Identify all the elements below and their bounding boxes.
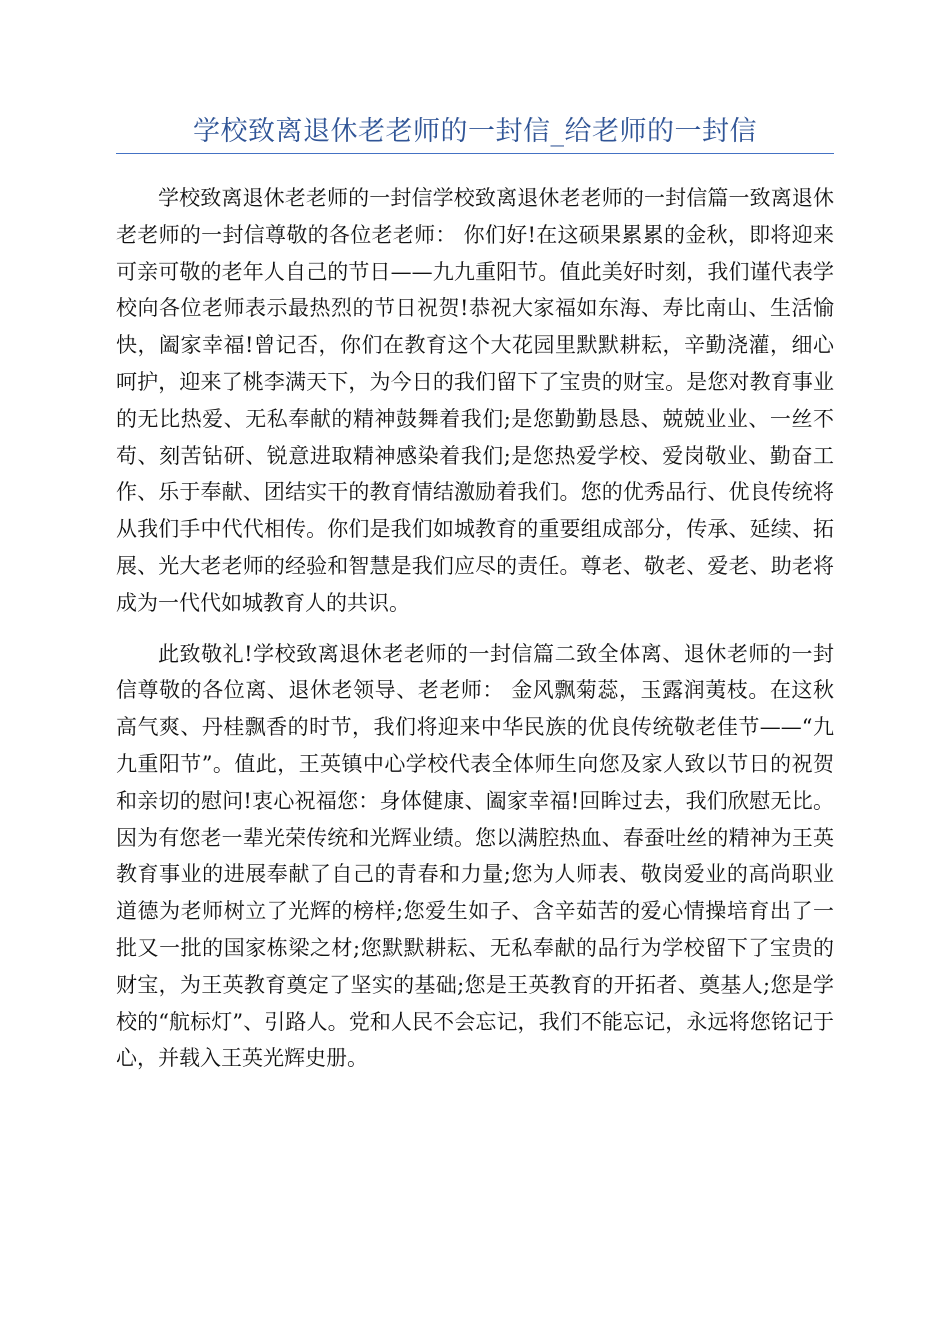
paragraph-2: 此致敬礼!学校致离退休老老师的一封信篇二致全体离、退休老师的一封信尊敬的各位离、退休老领导、老老师： 金风飘菊蕊，玉露润荑枝。在这秋高气爽、丹桂飘香的时节，我们将迎来中华民族的优良传统敬老佳节——“九九重阳节”。值此，王英镇中心学校代表全体师生向您及家人致以节日的祝贺和亲切的慰问!衷心祝福您：身体健康、阖家幸福!回眸过去，我们欣慰无比。因为有您老一辈光荣传统和光辉业绩。您以满腔热血、春蚕吐丝的精神为王英教育事业的进展奉献了自己的青春和力量;您为人师表、敬岗爱业的高尚职业道德为老师树立了光辉的榜样;您爱生如子、含辛茹苦的爱心情操培育出了一批又一批的国家栋梁之材;您默默耕耘、无私奉献的品行为学校留下了宝贵的财宝，为王英教育奠定了坚实的基础;您是王英教育的开拓者、奠基人;您是学校的“航标灯”、引路人。党和人民不会忘记，我们不能忘记，永远将您铭记于心，并载入王英光辉史册。 [116, 641, 834, 1071]
paragraph-1: 学校致离退休老老师的一封信学校致离退休老老师的一封信篇一致离退休老老师的一封信尊敬的各位老老师： 你们好!在这硕果累累的金秋，即将迎来可亲可敬的老年人自己的节日——九九重阳节。值此美好时刻，我们谨代表学校向各位老师表示最热烈的节日祝贺!恭祝大家福如东海、寿比南山、生活愉快，阖家幸福!曾记否，你们在教育这个大花园里默默耕耘，辛勤浇灌，细心呵护，迎来了桃李满天下，为今日的我们留下了宝贵的财宝。是您对教育事业的无比热爱、无私奉献的精神鼓舞着我们;是您勤勤恳恳、兢兢业业、一丝不苟、刻苦钻研、锐意进取精神感染着我们;是您热爱学校、爱岗敬业、勤奋工作、乐于奉献、团结实干的教育情结激励着我们。您的优秀品行、优良传统将从我们手中代代相传。你们是我们如城教育的重要组成部分，传承、延续、拓展、光大老老师的经验和智慧是我们应尽的责任。尊老、敬老、爱老、助老将成为一代代如城教育人的共识。 [116, 186, 834, 615]
document-title: 学校致离退休老老师的一封信_给老师的一封信 [193, 116, 757, 147]
document-body [116, 180, 834, 1077]
title-underline [116, 153, 834, 154]
